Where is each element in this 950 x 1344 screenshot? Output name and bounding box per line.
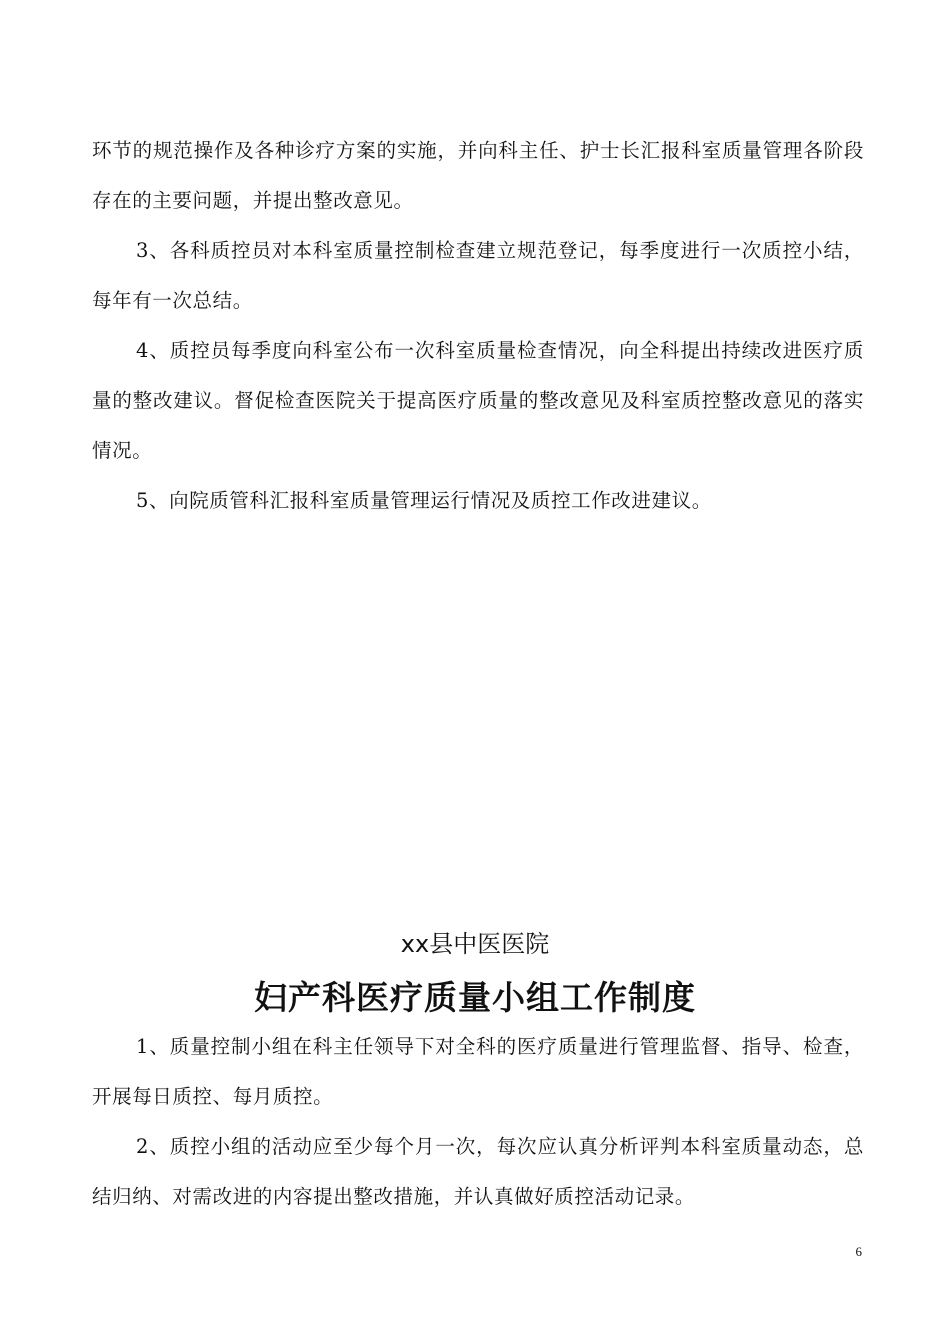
- rule-item-1: 1、质量控制小组在科主任领导下对全科的医疗质量进行管理监督、指导、检查，开展每日质控、每月质控。: [92, 1035, 864, 1108]
- paragraph-item-4: 4、质控员每季度向科室公布一次科室质量检查情况，向全科提出持续改进医疗质量的整改建议。督促检查医院关于提高医疗质量的整改意见及科室质控整改意见的落实情况。: [92, 339, 864, 462]
- paragraph-item-5: 5、向院质管科汇报科室质量管理运行情况及质控工作改进建议。: [136, 489, 712, 512]
- page-number: 6: [855, 1244, 862, 1259]
- hospital-name: xx县中医医院: [400, 930, 550, 958]
- document-title: 妇产科医疗质量小组工作制度: [254, 978, 696, 1017]
- paragraph-item-3: 3、各科质控员对本科室质量控制检查建立规范登记，每季度进行一次质控小结，每年有一次总结。: [92, 239, 864, 312]
- paragraph-continuation: 环节的规范操作及各种诊疗方案的实施，并向科主任、护士长汇报科室质量管理各阶段存在的主要问题，并提出整改意见。: [92, 139, 864, 212]
- rule-item-2: 2、质控小组的活动应至少每个月一次，每次应认真分析评判本科室质量动态，总结归纳、对需改进的内容提出整改措施，并认真做好质控活动记录。: [92, 1135, 864, 1208]
